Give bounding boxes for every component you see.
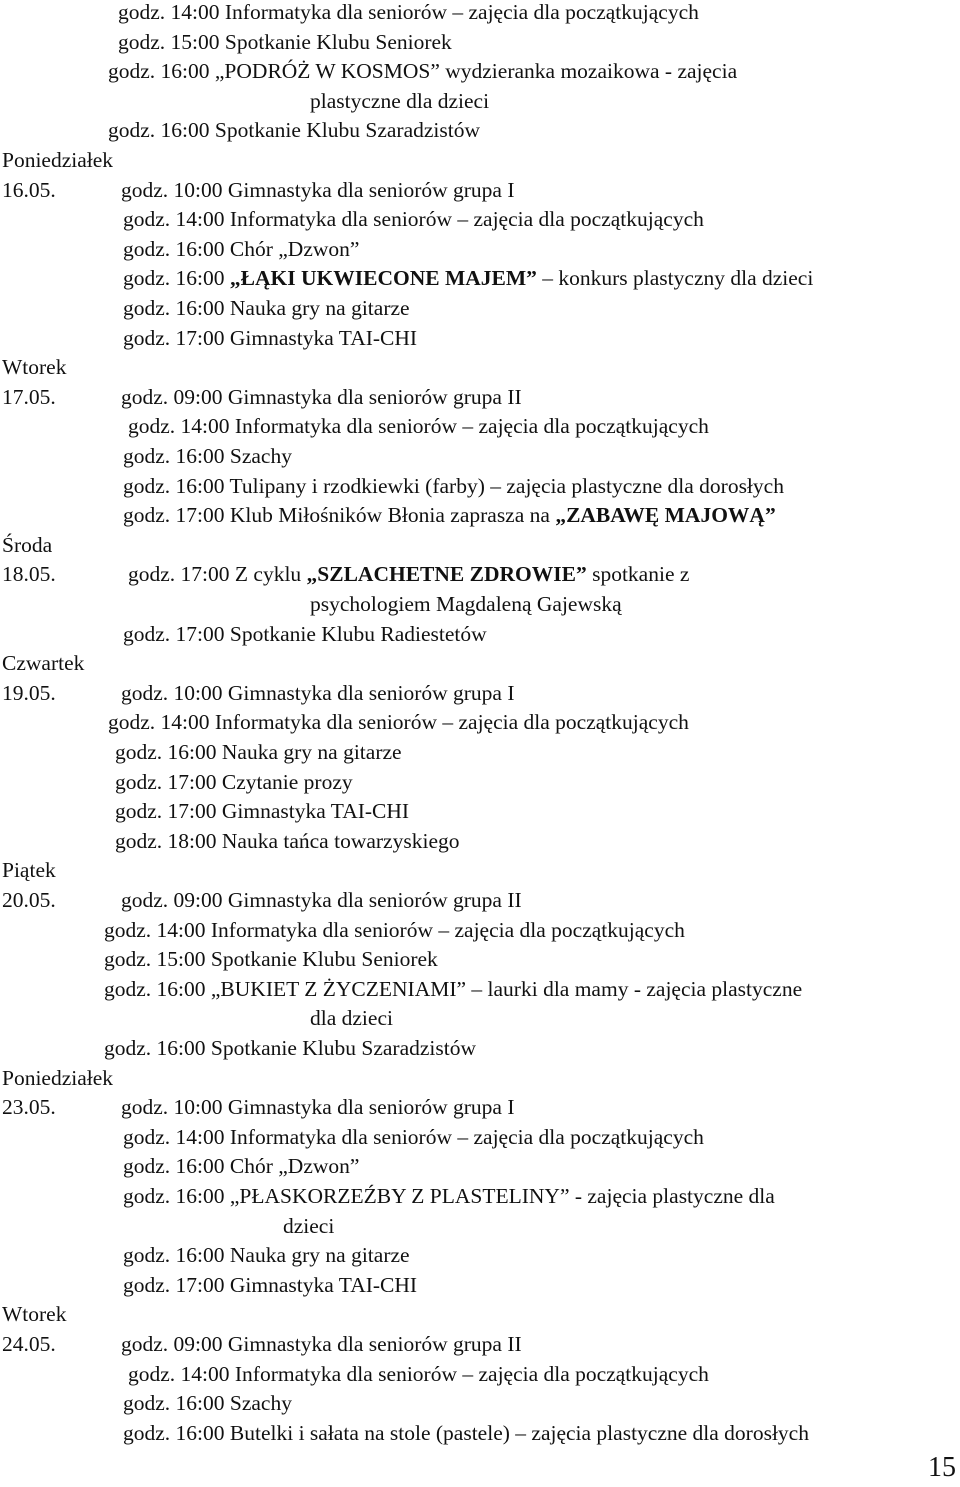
line-text: godz. 09:00 Gimnastyka dla seniorów grupa II — [121, 1332, 522, 1356]
line-text: 17.05. — [2, 384, 56, 409]
schedule-line — [310, 1003, 393, 1033]
line-text: Wtorek — [2, 355, 67, 380]
line-text: godz. 09:00 Gimnastyka dla seniorów grupa II — [121, 384, 522, 409]
line-text: godz. 14:00 Informatyka dla seniorów – zajęcia dla początkujących — [123, 207, 704, 232]
line-text: godz. 17:00 Klub Miłośników Błonia zaprasza na — [123, 503, 556, 528]
line-text: godz. 17:00 Spotkanie Klubu Radiestetów — [123, 621, 487, 646]
line-text: dla dzieci — [310, 1006, 393, 1031]
schedule-line-event — [121, 382, 522, 412]
page-number: 15 — [928, 1452, 956, 1483]
line-text: Środa — [2, 532, 53, 557]
line-text: godz. 16:00 „PŁASKORZEŹBY Z PLASTELINY” - zajęcia plastyczne dla — [123, 1184, 775, 1208]
schedule-line — [118, 0, 699, 27]
schedule-line — [123, 500, 776, 530]
schedule-line — [108, 56, 737, 86]
schedule-line — [123, 1270, 417, 1300]
line-text: Poniedziałek — [2, 148, 114, 172]
line-text: godz. 16:00 „BUKIET Z ŻYCZENIAMI” – laurki dla mamy - zajęcia plastyczne — [104, 976, 803, 1001]
line-text: godz. 10:00 Gimnastyka dla seniorów grupa I — [121, 177, 515, 202]
line-text: Piątek — [2, 858, 56, 883]
line-text: godz. 16:00 „PODRÓŻ W KOSMOS” wydzieranka mozaikowa - zajęcia — [108, 59, 738, 84]
schedule-line — [128, 1359, 709, 1389]
schedule-line — [123, 619, 487, 649]
line-text: godz. 17:00 Gimnastyka TAI-CHI — [123, 325, 418, 350]
line-text: Czwartek — [2, 651, 85, 676]
line-text: godz. 14:00 Informatyka dla seniorów – zajęcia dla początkujących — [118, 0, 699, 24]
schedule-line — [123, 293, 410, 323]
schedule-line — [2, 382, 56, 412]
schedule-line — [2, 648, 84, 678]
schedule-line — [123, 323, 417, 353]
schedule-line-event — [121, 1092, 515, 1122]
schedule-line — [115, 737, 402, 767]
schedule-line — [104, 944, 438, 974]
line-text: godz. 09:00 Gimnastyka dla seniorów grupa II — [121, 888, 522, 912]
line-text: godz. 17:00 Czytanie prozy — [115, 769, 353, 794]
line-text: godz. 18:00 Nauka tańca towarzyskiego — [115, 828, 460, 853]
schedule-line — [118, 27, 452, 57]
line-text: godz. 10:00 Gimnastyka dla seniorów grupa I — [121, 680, 515, 705]
schedule-line — [2, 175, 56, 205]
line-text: godz. 16:00 Spotkanie Klubu Szaradzistów — [108, 118, 481, 143]
schedule-line — [123, 263, 813, 293]
emphasized-text: „SZLACHETNE ZDROWIE” — [306, 562, 587, 587]
line-text: – konkurs plastyczny dla dzieci — [536, 266, 814, 291]
schedule-line — [128, 411, 709, 441]
line-text: godz. 16:00 Chór „Dzwon” — [123, 1154, 360, 1179]
line-text: godz. 16:00 Butelki i sałata na stole (pastele) – zajęcia plastyczne dla dorosłych — [123, 1420, 809, 1445]
schedule-line — [115, 767, 353, 797]
line-text: godz. 16:00 Szachy — [123, 444, 292, 468]
schedule-line — [283, 1211, 334, 1241]
schedule-line-event — [121, 885, 522, 915]
line-text: godz. 16:00 Chór „Dzwon” — [123, 236, 360, 261]
schedule-line — [123, 1418, 809, 1448]
schedule-line — [310, 589, 622, 619]
line-text: godz. 14:00 Informatyka dla seniorów – zajęcia dla początkujących — [128, 1361, 709, 1386]
line-text: Poniedziałek — [2, 1065, 114, 1090]
schedule-line-event — [128, 559, 689, 589]
line-text: godz. 14:00 Informatyka dla seniorów – zajęcia dla początkujących — [128, 414, 709, 439]
line-text: godz. 10:00 Gimnastyka dla seniorów grupa I — [121, 1095, 515, 1120]
schedule-line — [123, 1151, 359, 1181]
schedule-line — [2, 1063, 113, 1093]
schedule-line — [2, 530, 52, 560]
schedule-line — [104, 974, 802, 1004]
schedule-line — [104, 1033, 476, 1063]
line-text: godz. 16:00 Nauka gry na gitarze — [123, 1243, 410, 1268]
schedule-line — [2, 885, 56, 915]
line-text: 20.05. — [2, 888, 56, 912]
line-text: 16.05. — [2, 177, 56, 202]
schedule-line — [123, 204, 704, 234]
emphasized-text: „ZABAWĘ MAJOWĄ” — [555, 503, 776, 528]
schedule-line — [123, 1122, 704, 1152]
line-text: godz. 16:00 Tulipany i rzodkiewki (farby) – zajęcia plastyczne dla dorosłych — [123, 473, 784, 498]
line-text: godz. 15:00 Spotkanie Klubu Seniorek — [118, 29, 452, 54]
schedule-line — [2, 352, 66, 382]
line-text: psychologiem Magdaleną Gajewską — [310, 592, 622, 616]
line-text: 23.05. — [2, 1095, 56, 1120]
line-text: godz. 16:00 Nauka gry na gitarze — [123, 296, 410, 320]
schedule-line-event — [121, 175, 515, 205]
schedule-line — [123, 471, 784, 501]
schedule-line — [115, 826, 459, 856]
schedule-line — [2, 1329, 56, 1359]
line-text: godz. 16:00 Szachy — [123, 1391, 292, 1416]
schedule-line — [123, 1388, 292, 1418]
line-text: godz. 16:00 — [123, 266, 230, 291]
line-text: 19.05. — [2, 680, 56, 705]
schedule-line-event — [121, 1329, 522, 1359]
line-text: 18.05. — [2, 562, 56, 587]
schedule-line — [2, 559, 56, 589]
schedule-line — [115, 796, 409, 826]
schedule-line — [104, 915, 685, 945]
line-text: godz. 17:00 Gimnastyka TAI-CHI — [123, 1272, 418, 1297]
line-text: godz. 14:00 Informatyka dla seniorów – zajęcia dla początkujących — [123, 1124, 704, 1149]
schedule-line — [2, 1092, 56, 1122]
line-text: godz. 16:00 Spotkanie Klubu Szaradzistów — [104, 1036, 477, 1060]
schedule-line — [108, 707, 689, 737]
schedule-line — [123, 1240, 410, 1270]
line-text: godz. 14:00 Informatyka dla seniorów – zajęcia dla początkujących — [104, 917, 685, 942]
schedule-line — [2, 145, 113, 175]
schedule-line — [108, 115, 480, 145]
schedule-line — [2, 1299, 66, 1329]
schedule-line-event — [121, 678, 515, 708]
schedule-line — [123, 441, 292, 471]
line-text: plastyczne dla dzieci — [310, 88, 490, 113]
schedule-line — [2, 855, 56, 885]
line-text: spotkanie z — [586, 562, 690, 587]
schedule-line — [310, 86, 489, 116]
line-text: godz. 15:00 Spotkanie Klubu Seniorek — [104, 947, 438, 972]
line-text: godz. 17:00 Gimnastyka TAI-CHI — [115, 799, 410, 824]
schedule-line — [123, 234, 359, 264]
schedule-line — [123, 1181, 775, 1211]
line-text: godz. 17:00 Z cyklu — [128, 562, 307, 587]
line-text: godz. 16:00 Nauka gry na gitarze — [115, 740, 402, 764]
line-text: dzieci — [283, 1213, 335, 1238]
line-text: godz. 14:00 Informatyka dla seniorów – zajęcia dla początkujących — [108, 710, 689, 735]
emphasized-text: „ŁĄKI UKWIECONE MAJEM” — [229, 266, 537, 291]
line-text: Wtorek — [2, 1302, 67, 1327]
schedule-line — [2, 678, 56, 708]
line-text: 24.05. — [2, 1332, 56, 1356]
